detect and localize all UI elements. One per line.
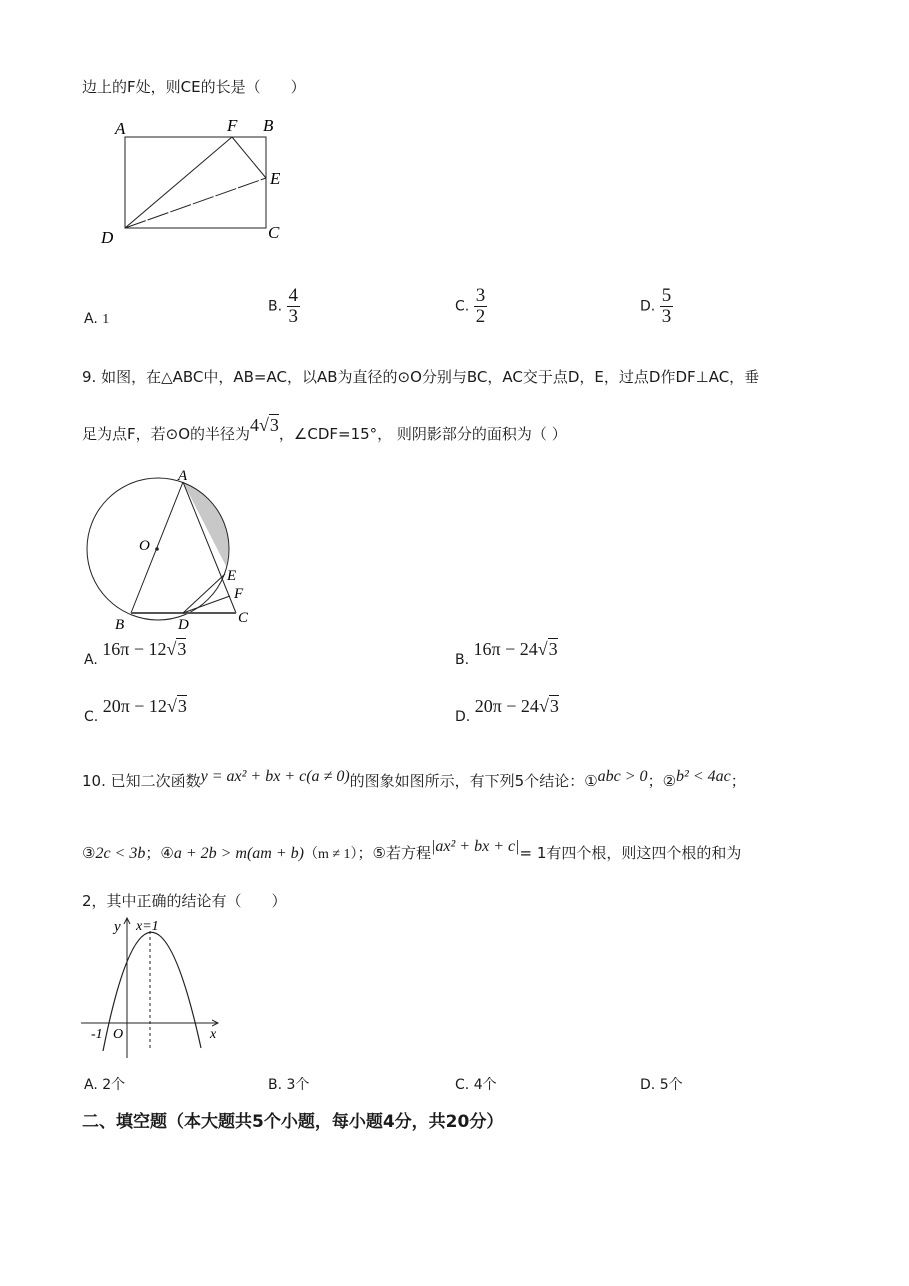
q8-option-d[interactable]: D. $\frac{5}{3}$ [640,285,672,327]
conclusion-4: a + 2b > m(am + b) [173,845,304,862]
q10-stem-line2: ③2c < 3b；④a + 2b > m(am + b)（m ≠ 1）；⑤若方程|ax² + bx + c|= 1有四个根，则这四个根的和为 [82,838,742,862]
fraction: $\frac{4}{3}$ [288,285,299,327]
label-B: B [263,116,274,135]
label-E: E [227,568,237,584]
q10-option-c[interactable]: C. 4个 [455,1077,497,1093]
fraction: $\frac{5}{3}$ [661,285,672,327]
q10-parabola-figure [78,913,228,1063]
q9-option-c[interactable]: C. 20π − 12√3 [84,696,187,725]
q9-option-d[interactable]: D. 20π − 24√3 [455,696,559,725]
q10-stem-line1: 10. 已知二次函数y = ax² + bx + c(a ≠ 0)的图象如图所示，有下列5个结论：①abc > 0；②b² < 4ac； [82,768,746,790]
label-O: O [139,538,150,554]
q9-option-b[interactable]: B. 16π − 24√3 [455,639,558,668]
q9-stem-line2: 足为点F，若⊙O的半径为4√3，∠CDF=15°， 则阴影部分的面积为（ ） [82,415,567,443]
conclusion-3: 2c < 3b [95,845,146,862]
label-A: A [115,119,126,138]
label-F: F [234,586,244,602]
label-axis-x-eq-1: x=1 [136,919,159,934]
label-origin: O [113,1027,124,1042]
segment-DF [125,137,232,228]
label-B: B [115,617,125,633]
label-y: y [114,919,121,935]
section-heading: 二、填空题（本大题共5个小题，每小题4分，共20分） [82,1112,504,1132]
q10-option-a[interactable]: A. 2个 [84,1077,126,1093]
label-F: F [227,116,238,135]
label-C: C [268,223,280,242]
segment-DE [183,574,225,613]
q10-option-b[interactable]: B. 3个 [268,1077,310,1093]
segment-DE [125,178,266,228]
conclusion-1: abc > 0 [597,768,648,785]
q9-stem-line1: 9. 如图，在△ABC中，AB=AC，以AB为直径的⊙O分别与BC，AC交于点D，E，过点D作DF⊥AC，垂 [82,368,760,386]
segment-FE [232,137,266,178]
q8-stem-tail: 边上的F处，则CE的长是（ ） [82,78,306,96]
q8-option-a[interactable]: A. 1 [84,311,110,327]
q8-option-c[interactable]: C. $\frac{3}{2}$ [455,285,486,327]
q10-option-d[interactable]: D. 5个 [640,1077,683,1093]
label-neg1: -1 [91,1027,103,1042]
q9-circle-figure [80,468,270,638]
center-point [155,547,159,551]
q10-stem-line3: 2，其中正确的结论有（ ） [82,892,287,910]
fraction: $\frac{3}{2}$ [475,285,486,327]
label-C: C [238,610,249,626]
q8-option-b[interactable]: B. $\frac{4}{3}$ [268,285,299,327]
label-x: x [210,1027,217,1042]
function-expr: y = ax² + bx + c(a ≠ 0) [200,768,350,785]
label-D: D [178,617,189,633]
segment-DF [183,596,230,613]
label-D: D [101,228,114,247]
label-E: E [270,169,281,188]
q9-option-a[interactable]: A. 16π − 12√3 [84,639,187,668]
radius-expr: 4√3 [250,415,279,435]
shaded-region [183,482,228,566]
conclusion-2: b² < 4ac [676,768,731,785]
label-A: A [178,468,188,484]
conclusion-5-expr: |ax² + bx + c| [431,838,520,855]
q8-rectangle-figure [95,112,305,252]
